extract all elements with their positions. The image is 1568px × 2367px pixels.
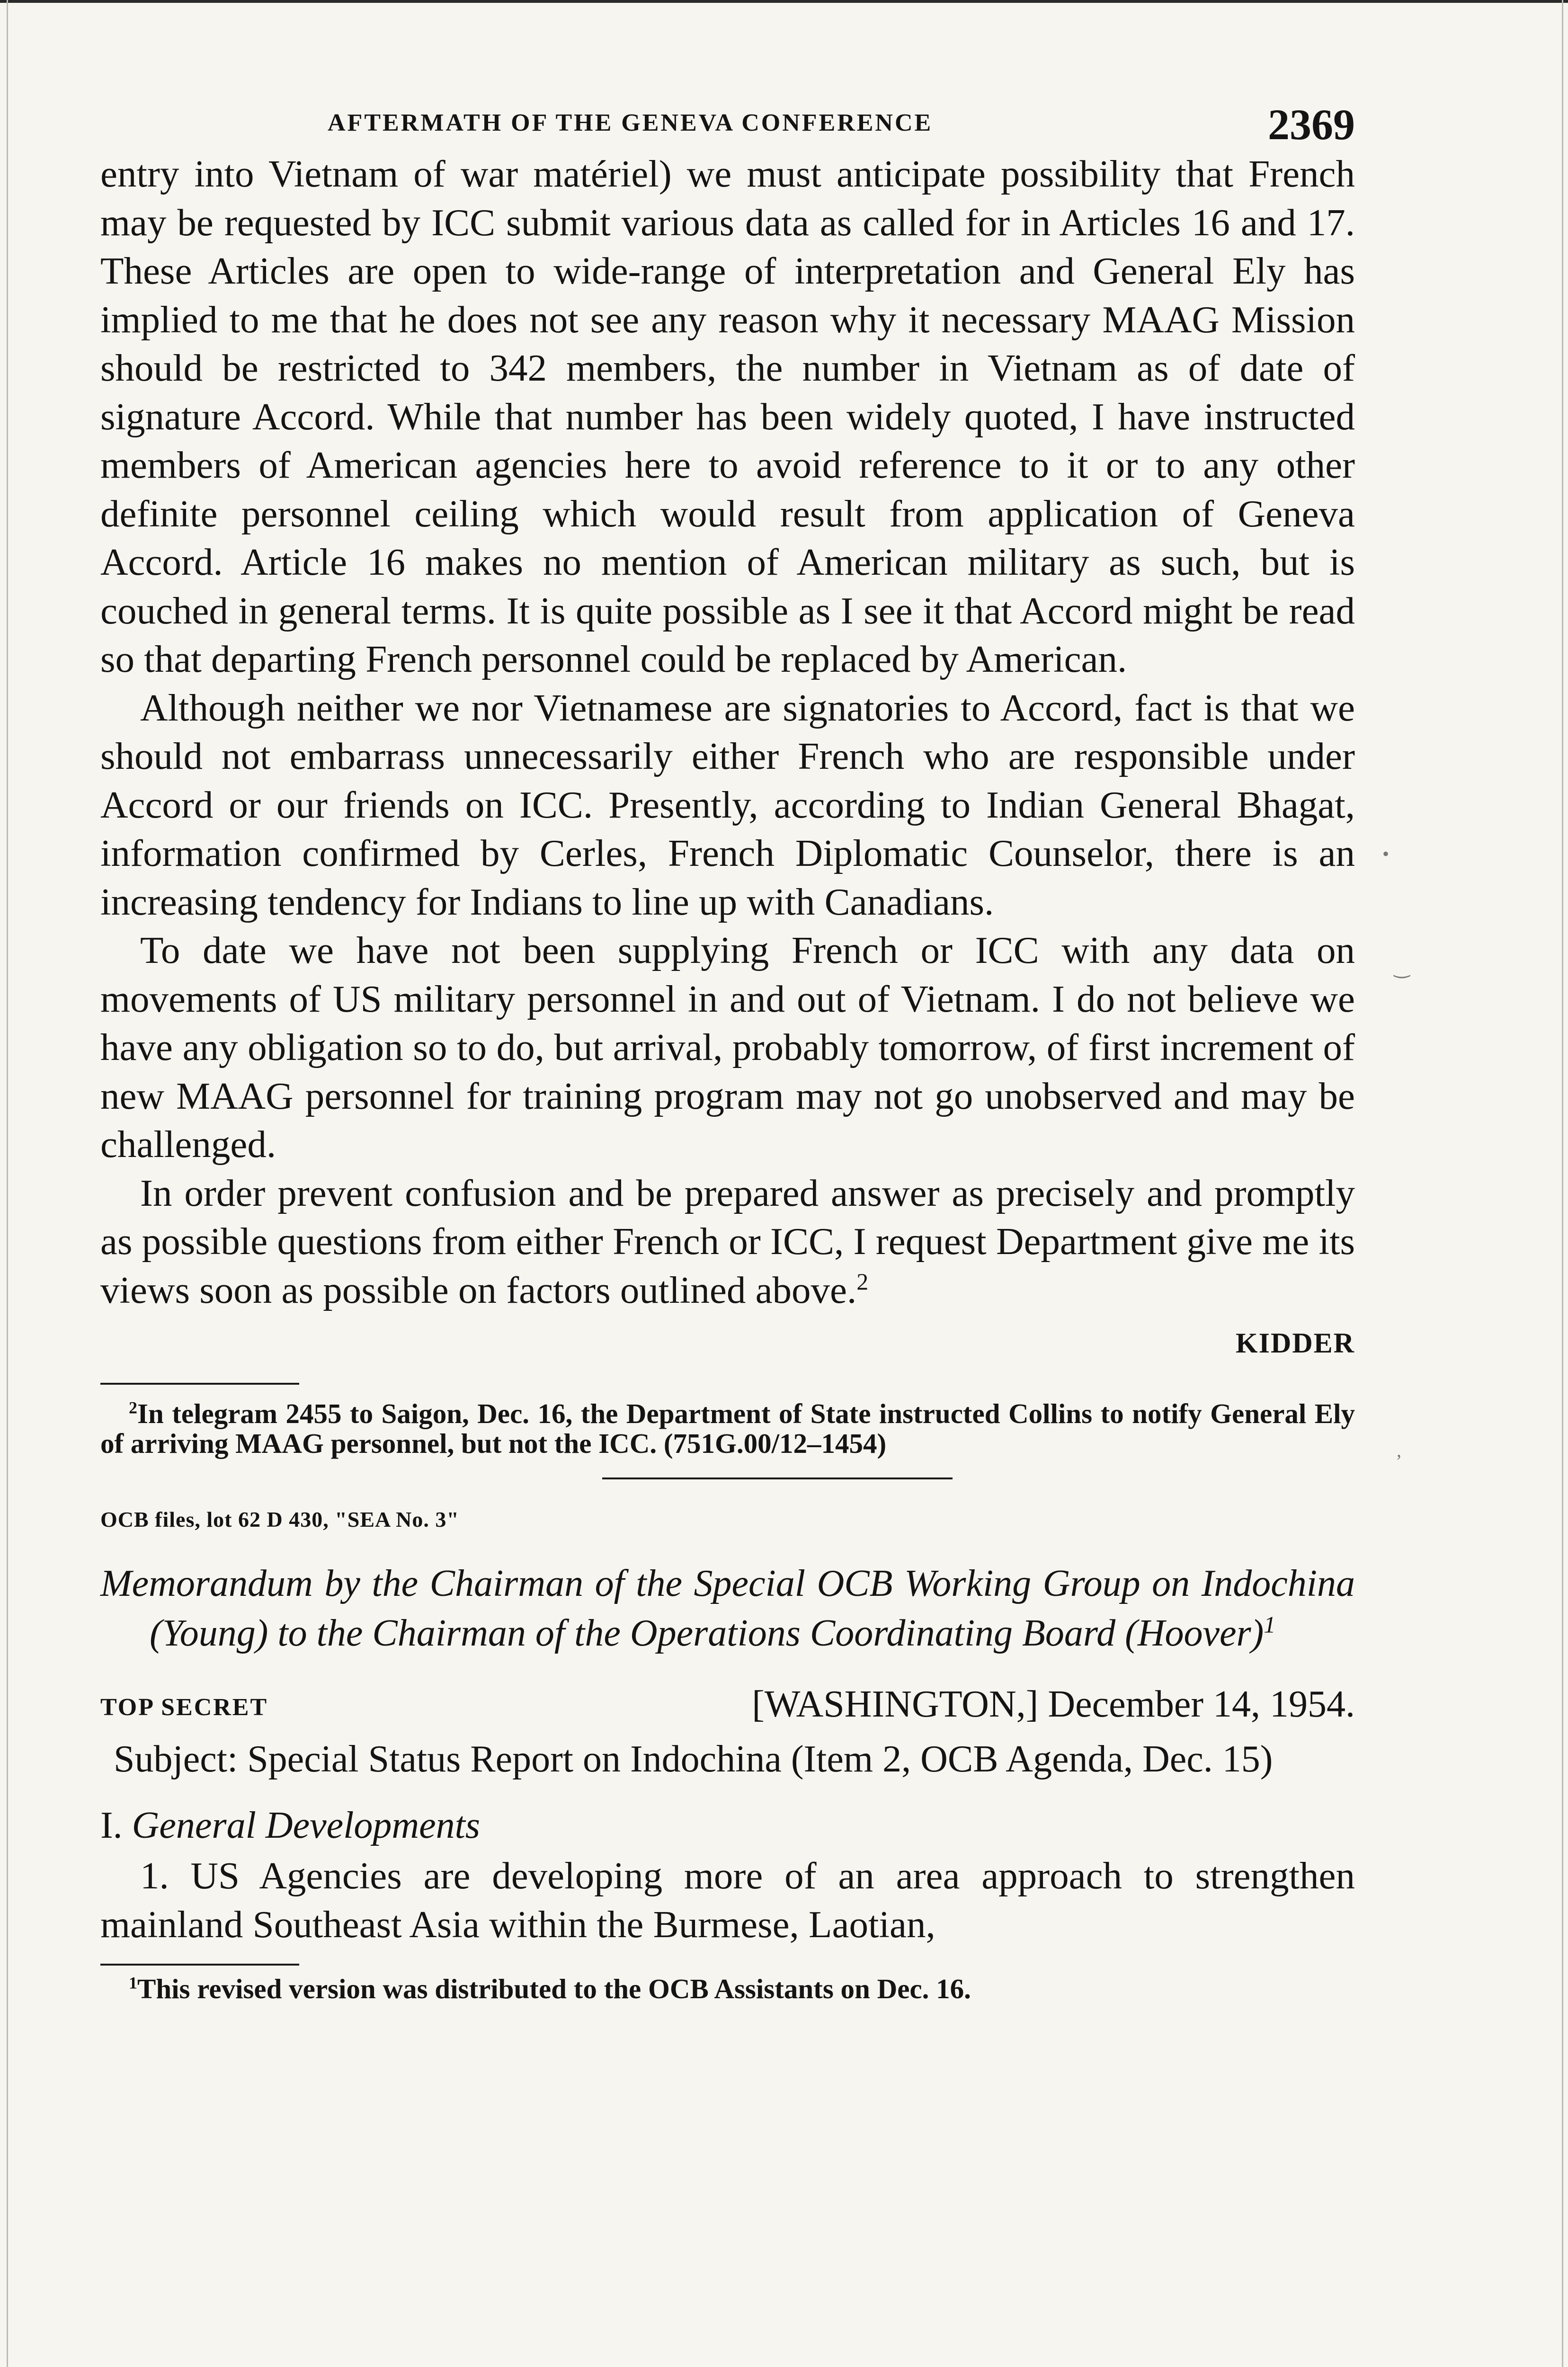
section-title: General Developments xyxy=(132,1805,480,1846)
page-edge-line xyxy=(7,0,8,2367)
footnote-divider xyxy=(100,1964,299,1966)
body-paragraph: Although neither we nor Vietnamese are signatories to Accord, fact is that we should not embarrass unnecessarily either French who are responsible under Accord or our friends on ICC. Presently, according to Indian General Bhagat, information confirmed by Cerles, French Diplomatic Counselor, there is an increasing tendency for Indians to line up with Canadians. xyxy=(100,686,1355,923)
page-number: 2369 xyxy=(1268,100,1355,149)
footnote-reference: 2 xyxy=(856,1268,869,1295)
footnote-reference: 1 xyxy=(1264,1611,1276,1638)
classification: TOP SECRET xyxy=(100,1694,268,1721)
top-edge-line xyxy=(0,0,1568,3)
footnote-text: In telegram 2455 to Saigon, Dec. 16, the Department of State instructed Collins to notify General Ely of arriving MAAG personnel, but not the ICC. (751G.00/12–1454) xyxy=(100,1398,1355,1459)
subject-text: Special Status Report on Indochina (Item 2, OCB Agenda, Dec. 15) xyxy=(247,1738,1273,1780)
footnote-text: This revised version was distributed to the OCB Assistants on Dec. 16. xyxy=(137,1973,971,2004)
body-paragraph: entry into Vietnam of war matériel) we must anticipate possibility that French may be requested by ICC submit various data as called for in Articles 16 and 17. These Articles are open to wide-range of interpretation and General Ely has implied to me that he does not see any reason why it necessary MAAG Mission should be restricted to 342 members, the number in Vietnam as of date of signature Accord. While that number has been widely quoted, I have instructed members of American agencies here to avoid reference to it or to any other definite personnel ceiling which would result from application of Geneva Accord. Article 16 makes no mention of American military as such, but is couched in general terms. It is quite possible as I see it that Accord might be read so that departing French personnel could be replaced by American. xyxy=(100,152,1355,680)
dateline: [WASHINGTON,] December 14, 1954. xyxy=(752,1683,1355,1725)
document-page xyxy=(100,99,1355,2004)
footnote-divider xyxy=(100,1383,299,1385)
paragraph-text: In order prevent confusion and be prepared answer as precisely and promptly as possible questions from either French or ICC, I request Department give me its views soon as possible on factors outlined above. xyxy=(100,1171,1355,1311)
running-head xyxy=(100,99,1355,147)
footnote-marker: 1 xyxy=(129,1973,137,1993)
footnote xyxy=(100,1399,1355,1459)
body-paragraph: To date we have not been supplying French or ICC with any data on movements of US military personnel in and out of Vietnam. I do not believe we have any obligation so to do, but arrival, probably tomorrow, of first increment of new MAAG personnel for training program may not go unobserved and may be challenged. xyxy=(100,929,1355,1166)
subject-line xyxy=(100,1738,1355,1780)
dateline-row xyxy=(100,1683,1355,1735)
document-title xyxy=(100,1559,1355,1658)
section-number: I. xyxy=(100,1805,123,1846)
section-heading xyxy=(100,1799,1355,1851)
body-paragraph xyxy=(100,1169,1355,1315)
body-paragraph: 1. US Agencies are developing more of an area approach to strengthen mainland Southeast Asia within the Burmese, Laotian, xyxy=(100,1854,1355,1946)
footnote-marker: 2 xyxy=(129,1398,137,1417)
document-title-text: Memorandum by the Chairman of the Special OCB Working Group on Indochina (Young) to the Chairman of the Operations Coordinating Board (Hoover) xyxy=(100,1563,1355,1654)
margin-mark: ‿ xyxy=(1394,957,1410,978)
margin-mark: , xyxy=(1397,1440,1401,1461)
document-separator xyxy=(602,1477,953,1479)
page-edge-line xyxy=(1562,0,1563,2367)
running-head-title: AFTERMATH OF THE GENEVA CONFERENCE xyxy=(328,109,933,136)
source-line: OCB files, lot 62 D 430, "SEA No. 3" xyxy=(100,1507,459,1531)
margin-mark: • xyxy=(1382,843,1390,864)
footnote xyxy=(100,1974,1355,2004)
signature: KIDDER xyxy=(1235,1327,1355,1359)
subject-label: Subject: xyxy=(114,1738,238,1780)
